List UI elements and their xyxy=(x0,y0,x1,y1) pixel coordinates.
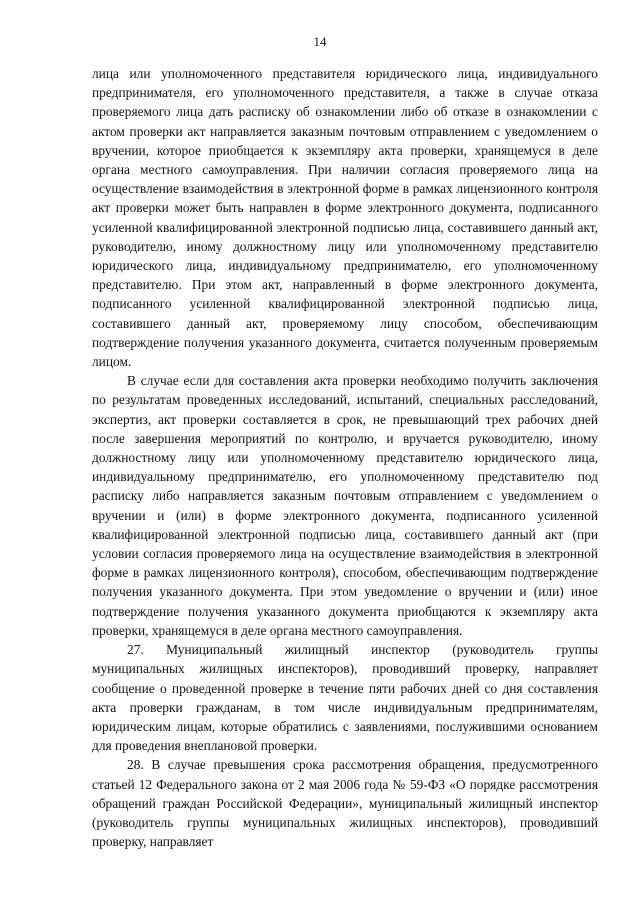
paragraph-clause-27: 27. Муниципальный жилищный инспектор (руководитель группы муниципальных жилищных инспекторов), проводивший проверку, направляет сообщение о проведенной проверке в течение пяти рабочих дней со дня составления акта проверки гражданам, в том числе индивидуальным предпринимателям, юридическим лицам, которые обратились с заявлениями, послужившими основанием для проведения внеплановой проверки. xyxy=(92,642,598,754)
paragraph-clause-28: 28. В случае превышения срока рассмотрения обращения, предусмотренного статьей 12 Федерального закона от 2 мая 2006 года № 59-ФЗ «О порядке рассмотрения обращений граждан Российской Федерации», муниципальный жилищный инспектор (руководитель группы муниципальных жилищных инспекторов), проводивший проверку, направляет xyxy=(92,757,598,850)
document-body xyxy=(92,64,598,851)
page-number: 14 xyxy=(313,34,327,49)
paragraph-act-deadline: В случае если для составления акта проверки необходимо получить заключения по результатам проведенных исследований, испытаний, специальных расследований, экспертиз, акт проверки составляется в срок, не превышающий трех рабочих дней после завершения мероприятий по контролю, и вручается руководителю, иному должностному лицу или уполномоченному представителю юридического лица, индивидуальному предпринимателю, его уполномоченному представителю под расписку либо направляется заказным почтовым отправлением с уведомлением о вручении и (или) в форме электронного документа, подписанного усиленной квалифицированной электронной подписью лица, составившего данный акт (при условии согласия проверяемого лица на осуществление взаимодействия в электронной форме в рамках лицензионного контроля), способом, обеспечивающим подтверждение получения указанного документа. При этом уведомление о вручении и (или) иное подтверждение получения указанного документа приобщаются к экземпляру акта проверки, хранящемуся в деле органа местного самоуправления. xyxy=(92,373,598,638)
paragraph-continuation: лица или уполномоченного представителя юридического лица, индивидуального предпринимателя, его уполномоченного представителя, а также в случае отказа проверяемого лица дать расписку об ознакомлении либо об отказе в ознакомлении с актом проверки акт направляется заказным почтовым отправлением с уведомлением о вручении, которое приобщается к экземпляру акта проверки, хранящемуся в деле органа местного самоуправления. При наличии согласия проверяемого лица на осуществление взаимодействия в электронной форме в рамках лицензионного контроля акт проверки может быть направлен в форме электронного документа, подписанного усиленной квалифицированной электронной подписью лица, составившего данный акт, руководителю, иному должностному лицу или уполномоченному представителю юридического лица, индивидуальному предпринимателю, его уполномоченному представителю. При этом акт, направленный в форме электронного документа, подписанного усиленной квалифицированной электронной подписью лица, составившего данный акт, проверяемому лицу способом, обеспечивающим подтверждение получения указанного документа, считается полученным проверяемым лицом. xyxy=(92,66,598,370)
